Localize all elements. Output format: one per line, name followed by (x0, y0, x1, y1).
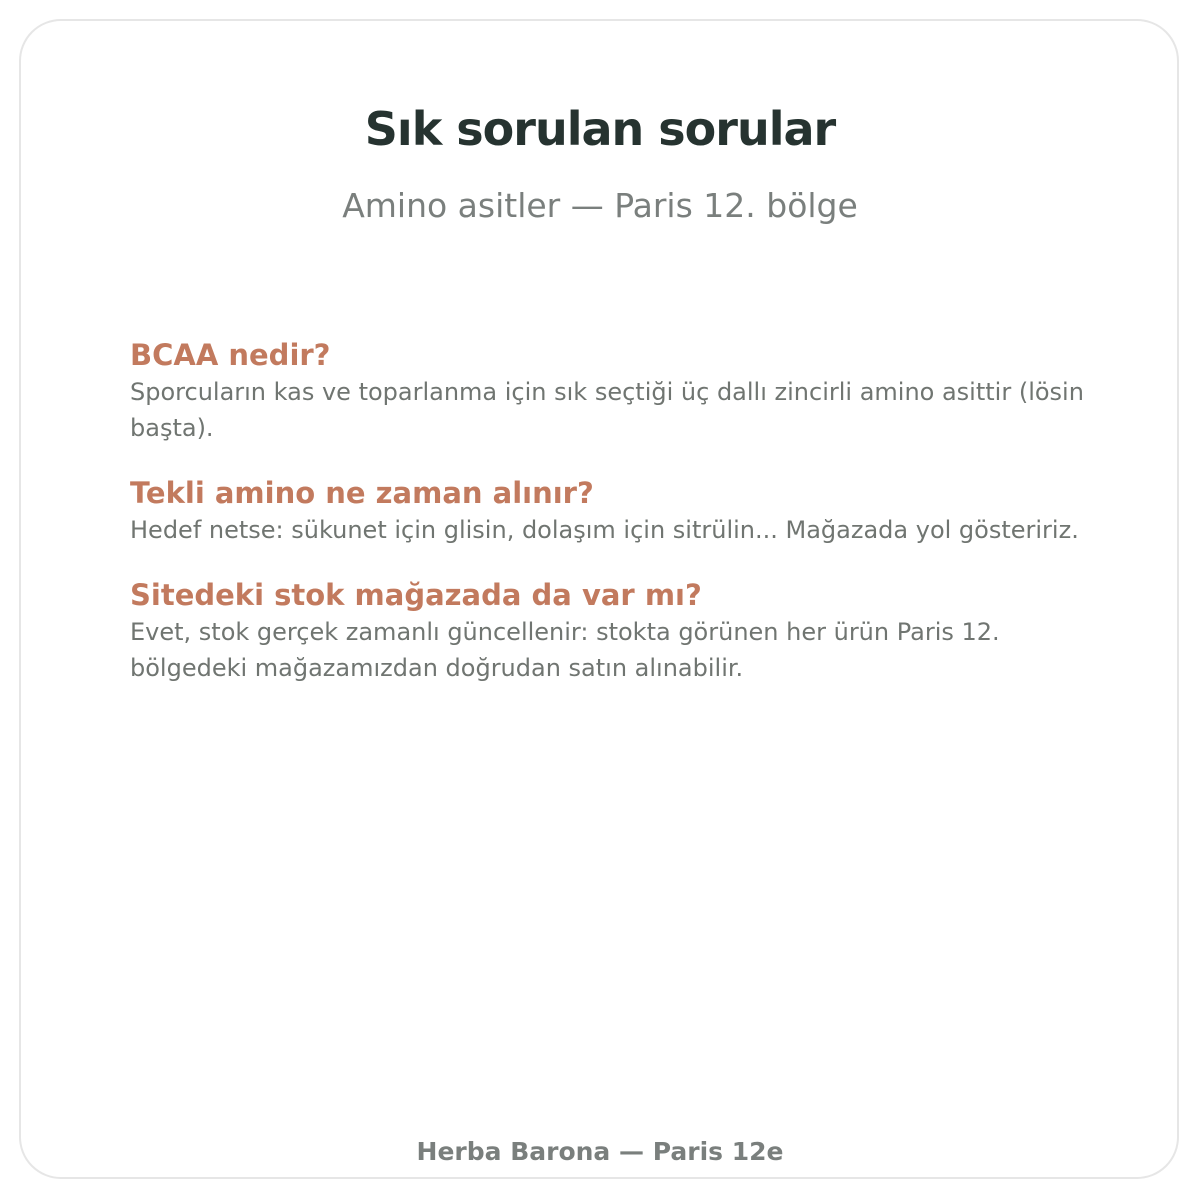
faq-question: Tekli amino ne zaman alınır? (130, 476, 594, 510)
faq-question: Sitedeki stok mağazada da var mı? (130, 578, 702, 612)
faq-question: BCAA nedir? (130, 338, 331, 372)
faq-answer: Sporcuların kas ve toparlanma için sık seçtiği üç dallı zincirli amino asittir (lösin başta). (130, 378, 1084, 442)
faq-list (130, 336, 1110, 714)
faq-answer: Evet, stok gerçek zamanlı güncellenir: stokta görünen her ürün Paris 12. bölgedeki mağazamızdan doğrudan satın alınabilir. (130, 618, 1000, 682)
faq-answer: Hedef netse: sükunet için glisin, dolaşım için sitrülin... Mağazada yol gösteririz. (130, 516, 1079, 544)
page-title: Sık sorulan sorular (364, 102, 836, 156)
faq-item (130, 576, 1110, 686)
page-subtitle: Amino asitler — Paris 12. bölge (342, 186, 858, 225)
faq-item (130, 336, 1110, 446)
footer-brand: Herba Barona — Paris 12e (416, 1137, 784, 1166)
faq-item (130, 474, 1110, 548)
